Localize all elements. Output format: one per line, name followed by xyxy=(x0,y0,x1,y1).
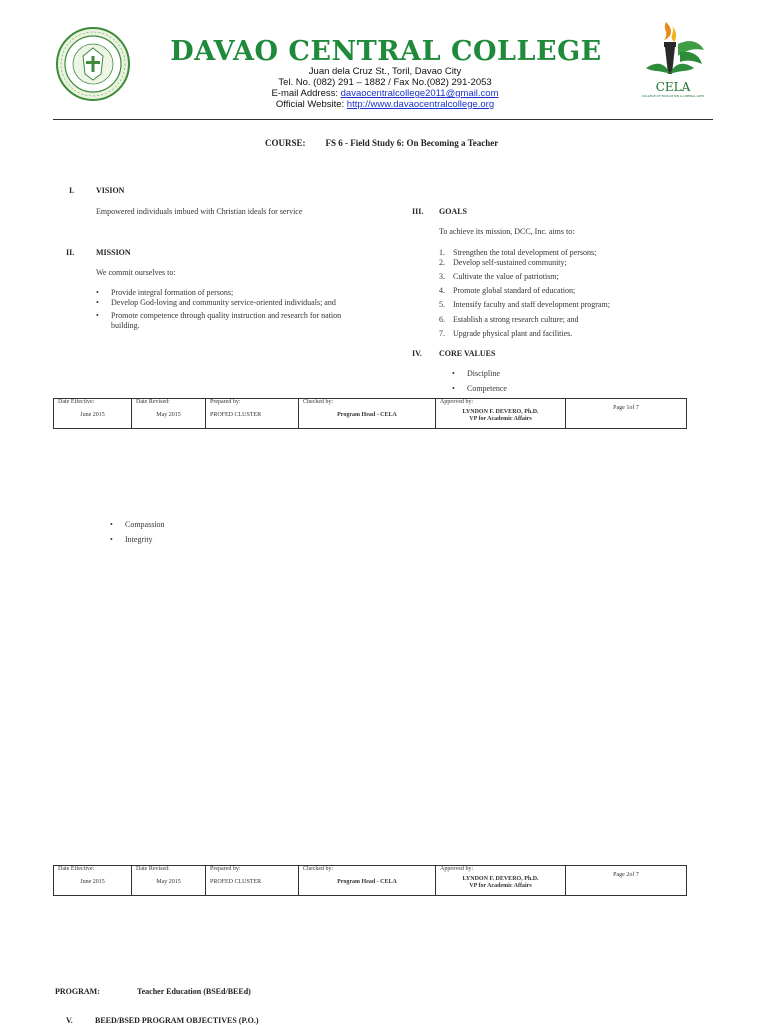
date-revised-cell: Date Revised: May 2015 xyxy=(132,399,206,429)
cela-logo-subtext: COLLEGE OF EDUCATION & LIBERAL ARTS xyxy=(641,94,705,98)
objectives-number: V. xyxy=(66,1016,73,1025)
core-value-item: • Competence xyxy=(452,384,652,394)
mission-list xyxy=(96,288,386,330)
goals-intro: To achieve its mission, DCC, Inc. aims to: xyxy=(439,227,575,236)
program-value: Teacher Education (BSEd/BEEd) xyxy=(137,987,251,996)
objectives-heading: BEED/BSED PROGRAM OBJECTIVES (P.O.) xyxy=(95,1016,259,1025)
address-line: Juan dela Cruz St., Toril, Davao City xyxy=(308,66,462,77)
goals-number: III. xyxy=(412,207,424,216)
approved-cell: Approved by: LYNDON F. DEVERO, Ph.D. VP for Academic Affairs xyxy=(436,866,566,896)
date-effective-cell: Date Effective: June 2015 xyxy=(54,399,132,429)
course-label: COURSE: xyxy=(265,138,306,148)
course-line xyxy=(265,138,498,148)
footer-table-page2 xyxy=(53,865,687,896)
vision-heading: VISION xyxy=(96,186,125,195)
header-divider xyxy=(53,119,713,120)
mission-item: • Provide integral formation of persons; xyxy=(96,288,386,298)
goals-list xyxy=(439,248,689,343)
footer-table-page1 xyxy=(53,398,687,429)
website-link[interactable]: http://www.davaocentralcollege.org xyxy=(346,99,495,110)
tel-line: Tel. No. (082) 291 – 1882 / Fax No.(082) 291-2053 xyxy=(278,77,492,88)
goal-item: 3. Cultivate the value of patriotism; xyxy=(439,272,559,281)
website-label: Official Website: xyxy=(275,99,345,110)
date-effective-cell: Date Effective: June 2015 xyxy=(54,866,132,896)
program-line xyxy=(55,987,251,996)
email-link[interactable]: davaocentralcollege2011@gmail.com xyxy=(340,88,499,99)
core-value-item: • Integrity xyxy=(110,535,310,545)
core-values-heading: CORE VALUES xyxy=(439,349,496,358)
website-line xyxy=(150,99,620,110)
program-label: PROGRAM: xyxy=(55,987,100,996)
cela-logo-text: CELA xyxy=(655,80,691,94)
goal-item: 2. Develop self-sustained community; xyxy=(439,258,567,267)
vision-text: Empowered individuals imbued with Christian ideals for service xyxy=(96,207,303,216)
core-value-item: • Compassion xyxy=(110,520,310,530)
page-number-cell: Page 2of 7 xyxy=(566,866,687,896)
core-values-number: IV. xyxy=(412,349,422,358)
checked-cell: Checked by: Program Head - CELA xyxy=(299,866,436,896)
checked-cell: Checked by: Program Head - CELA xyxy=(299,399,436,429)
goal-item: 1. Strengthen the total development of persons; xyxy=(439,248,597,257)
date-revised-cell: Date Revised: May 2015 xyxy=(132,866,206,896)
core-values-list xyxy=(452,369,652,393)
email-line xyxy=(150,88,620,99)
prepared-cell: Prepared by: PROFED CLUSTER xyxy=(206,866,299,896)
mission-number: II. xyxy=(66,248,75,257)
core-values-list-continued xyxy=(110,520,310,544)
vision-number: I. xyxy=(69,186,75,195)
goals-heading: GOALS xyxy=(439,207,468,216)
college-seal-icon xyxy=(55,26,131,102)
approved-cell: Approved by: LYNDON F. DEVERO, Ph.D. VP for Academic Affairs xyxy=(436,399,566,429)
course-value: FS 6 - Field Study 6: On Becoming a Teacher xyxy=(325,138,499,148)
goal-item: 5. Intensify faculty and staff development program; xyxy=(439,300,610,309)
page-number-cell: Page 1of 7 xyxy=(566,399,687,429)
goal-item: 7. Upgrade physical plant and facilities. xyxy=(439,329,573,338)
college-name: DAVAO CENTRAL COLLEGE xyxy=(170,36,602,67)
goal-item: 6. Establish a strong research culture; and xyxy=(439,315,579,324)
mission-item: • Develop God-loving and community service-oriented individuals; and xyxy=(96,298,386,308)
mission-heading: MISSION xyxy=(96,248,131,257)
mission-intro: We commit ourselves to: xyxy=(96,268,176,277)
email-label: E-mail Address: xyxy=(271,88,338,99)
goal-item: 4. Promote global standard of education; xyxy=(439,286,576,295)
prepared-cell: Prepared by: PROFED CLUSTER xyxy=(206,399,299,429)
core-value-item: • Discipline xyxy=(452,369,652,379)
mission-item: • Promote competence through quality instruction and research for nation building. xyxy=(96,311,366,330)
